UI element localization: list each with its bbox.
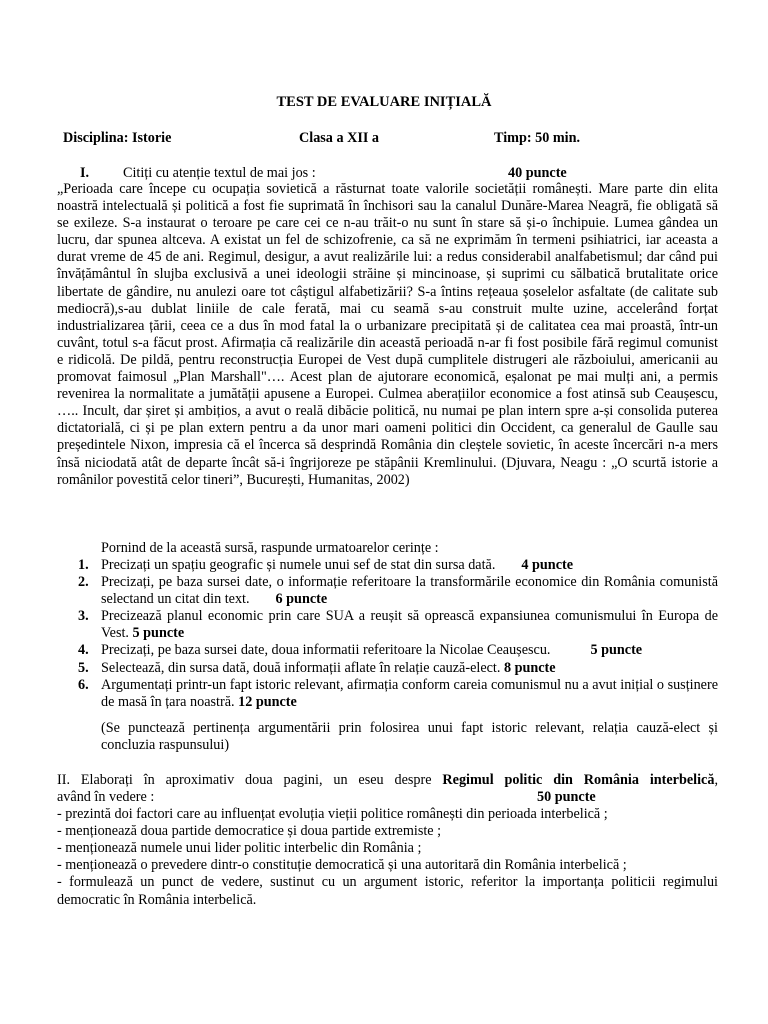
- section-2-subline: [57, 789, 718, 806]
- requirement-item: [78, 660, 718, 677]
- requirement-points: 6 puncte: [275, 591, 328, 608]
- requirement-item: [78, 557, 718, 574]
- essay-criterion: - menționează doua partide democratice și doua partide extremiste ;: [57, 823, 442, 840]
- section-2-intro: II. Elaborați în aproximativ doua pagini, un eseu despre: [57, 772, 432, 788]
- requirement-number: 2.: [78, 574, 89, 591]
- requirement-item: [78, 608, 718, 642]
- essay-criteria-list: [57, 806, 718, 909]
- requirement-points: 8 puncte: [503, 659, 556, 676]
- section-2-lead: [57, 772, 718, 789]
- essay-topic: Regimul politic din România interbelică: [442, 772, 715, 788]
- section-2-points: 50 puncte: [537, 789, 596, 806]
- requirement-text: Argumentați printr-un fapt istoric relevant, afirmația conform careia comunismul nu a avut inițial o susținere de masă în țara noastră.: [101, 676, 718, 710]
- section-2-lead-punct: ,: [714, 772, 718, 788]
- requirement-number: 3.: [78, 608, 89, 625]
- requirement-text: Selectează, din sursa dată, două informații aflate în relație cauză-elect.: [101, 659, 501, 676]
- requirement-points: 4 puncte: [521, 557, 574, 573]
- source-paragraph: „Perioada care începe cu ocupația sovietică a răsturnat toate valorile societății românești. Mare parte din elita noastră intelectuală și politică a fost fie suprimată în închisori sau la canalul Dunăre-Marea Neagră, fie obligată să se exileze. S-a instaurat o teroare pe care cei ce n-au trăit-o nu sunt în stare să și-o închipuie. Lumea gândea un lucru, dar spunea altceva. A existat un fel de schizofrenie, ca să ne exprimăm în termeni psihiatrici, iar aceasta a durat vreme de 45 de ani. Regimul, desigur, a avut realizările lui: a redus considerabil analfabetismul; dar când pui învățământul în slujba exclusivă a unei ideologii străine și mincinoase, și suprimi cu sălbatică brutalitate orice libertate de gândire, nu anulezi oare tot câștigul alfabetizării? S-a întins rețeaua șoselelor asfaltate (de calitate sub mediocră),s-au dublat liniile de cale ferată, mai cu seamă s-au construit multe uzine, accelerând forțat industrializarea țării, ceea ce a dus în mod fatal la o urbanizare precipitată și de calitatea cea mai proastă, într-un cuvânt, totul s-a făcut prost. Afirmația că realizările din această perioadă n-ar fi fost posibile fără regimul comunist e ridicolă. De pildă, pentru reconstrucția Europei de Vest după cumplitele distrugeri ale războiului, americanii au promovat faimosul „Plan Marshall"…. Acest plan de ajutorare economică, eșalonat pe mai mulți ani, a permis revenirea la normalitate a jumătății apusene a Europei. Culmea aberațiilor economice a fost atinsă sub Ceaușescu, ….. Incult, dar șiret și ambițios, a avut o reală dibăcie politică, nu numai pe plan intern spre a-și consolida puterea dictatorială, ci și pe plan extern pentru a da unor mari oameni politici din Occident, ca generalul de Gaulle sau președintele Nixon, impresia că el încerca să desprindă România din cleștele sovietic, în aceste încercări n-a mers însă niciodată atât de departe încât să-i îngrijoreze pe stăpânii Kremlinului. (Djuvara, Neagu : „O scurtă istorie a românilor povestită celor tineri”, București, Humanitas, 2002): [57, 181, 718, 488]
- section-2-having: având în vedere :: [57, 789, 155, 806]
- discipline-label: Disciplina: Istorie: [63, 130, 172, 146]
- requirement-number: 6.: [78, 676, 89, 693]
- grading-note: (Se punctează pertinența argumentării prin folosirea unui fapt istoric relevant, relația cauză-elect și concluzia raspunsului): [101, 720, 718, 754]
- essay-criterion: - menționează numele unui lider politic interbelic din România ;: [57, 840, 422, 857]
- requirement-item: [78, 574, 718, 608]
- requirement-number: 4.: [78, 642, 89, 659]
- requirements-prompt: Pornind de la această sursă, raspunde urmatoarelor cerințe :: [101, 540, 439, 556]
- essay-criterion: - prezintă doi factori care au influențat evoluția vieții politice românești din perioada interbelică ;: [57, 806, 608, 823]
- section-1-points: 40 puncte: [508, 165, 567, 181]
- section-2: [57, 772, 718, 909]
- requirement-text: Precizați un spațiu geografic și numele unui sef de stat din sursa dată.: [101, 557, 496, 573]
- requirement-number: 5.: [78, 659, 89, 676]
- requirement-text: Precizează planul economic prin care SUA a reușit să oprească expansiunea comunismului în Europa de Vest.: [101, 608, 718, 642]
- requirement-number: 1.: [78, 557, 89, 573]
- section-1-instruction: Citiți cu atenție textul de mai jos :: [123, 165, 316, 181]
- section-1-number: I.: [80, 165, 90, 181]
- document-title: TEST DE EVALUARE INIȚIALĂ: [276, 94, 492, 110]
- requirement-points: 5 puncte: [132, 625, 185, 642]
- requirement-text: Precizați, pe baza sursei date, doua informatii referitoare la Nicolae Ceaușescu.: [101, 642, 551, 659]
- source-text: [57, 181, 718, 489]
- essay-criterion: - menționează o prevedere dintr-o constituție democratică și una autoritară din România interbelică ;: [57, 857, 627, 874]
- requirements-list: [78, 557, 718, 711]
- class-label: Clasa a XII a: [299, 130, 380, 146]
- requirement-item: [78, 677, 718, 711]
- section-1-header: [80, 165, 718, 182]
- time-label: Timp: 50 min.: [494, 130, 581, 146]
- requirement-points: 12 puncte: [238, 693, 297, 710]
- requirement-text: Precizați, pe baza sursei date, o informație referitoare la transformările economice din România comunistă selectand un citat din text.: [101, 574, 718, 608]
- essay-criterion: - formulează un punct de vedere, sustinut cu un argument istoric, referitor la importanța politicii regimului democratic în România interbelică.: [57, 874, 718, 908]
- requirement-points: 5 puncte: [590, 642, 643, 659]
- requirement-item: [78, 642, 718, 659]
